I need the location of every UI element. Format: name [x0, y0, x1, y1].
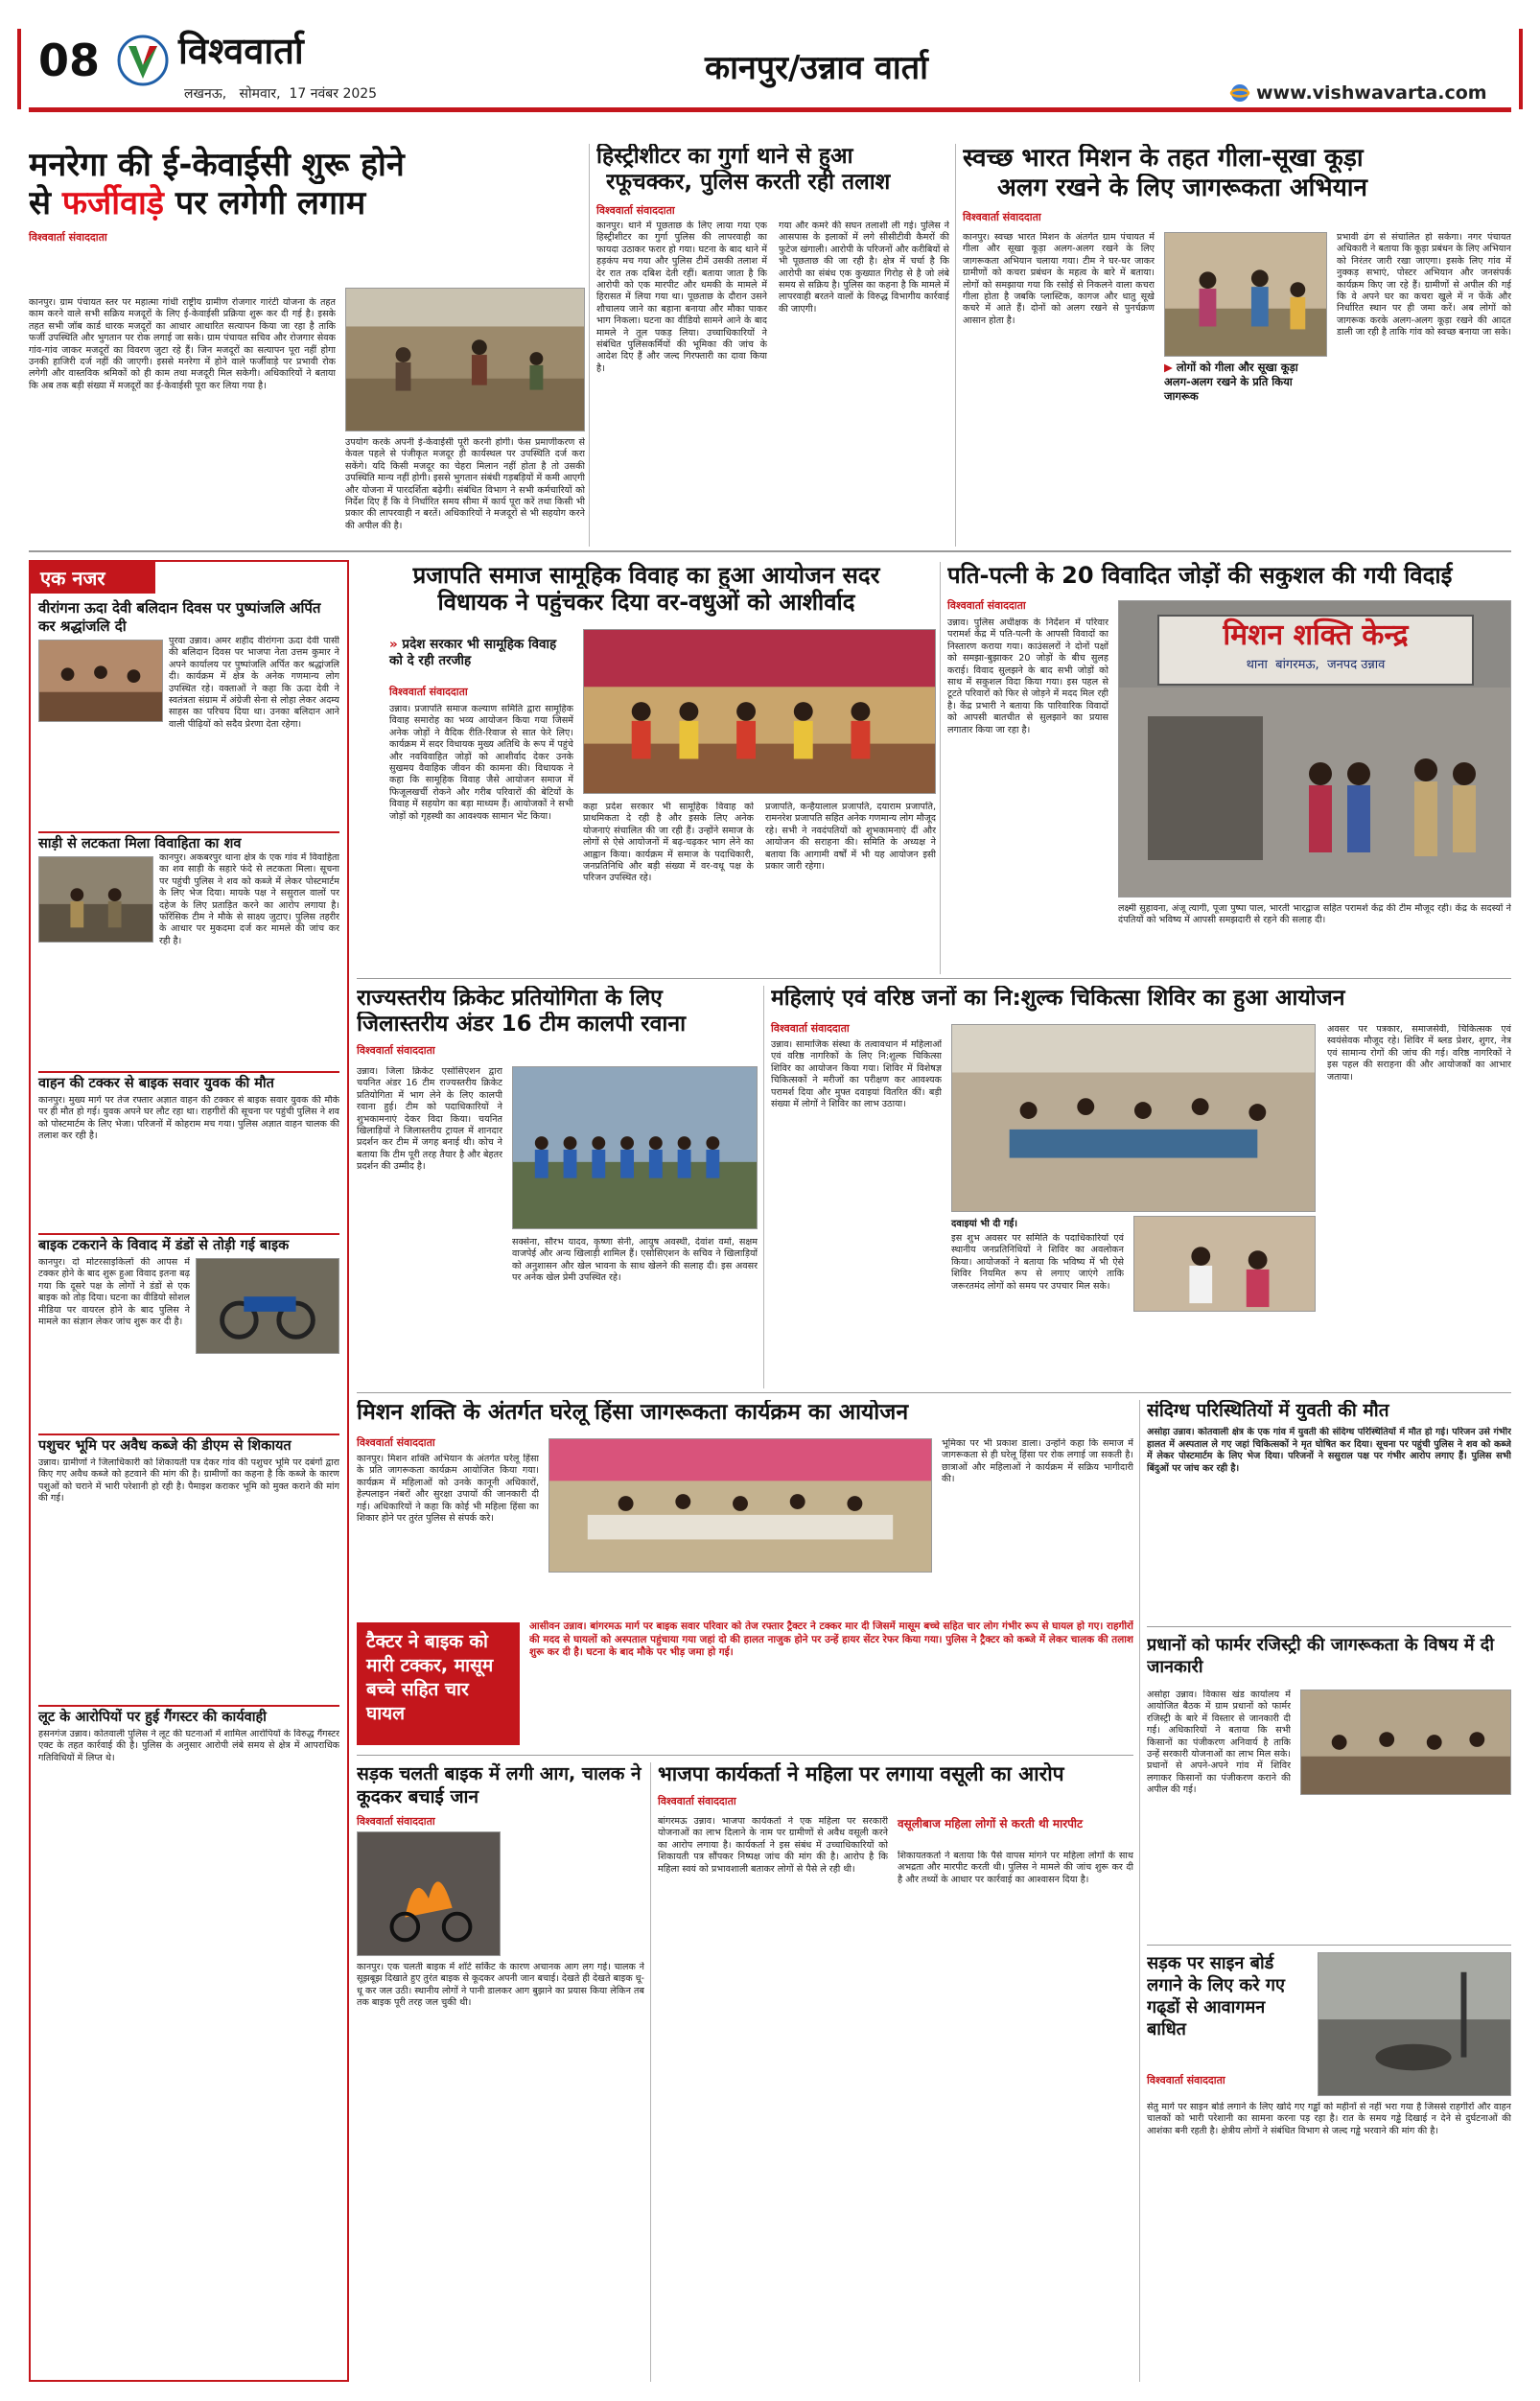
photo-tribute	[38, 640, 163, 722]
headline-line2: से फर्जीवाड़े पर लगेगी लगाम	[29, 184, 366, 223]
photo-wedding	[583, 629, 936, 794]
byline: विश्ववार्ता संवाददाता	[357, 1815, 435, 1828]
brief-headline: पशुचर भूमि पर अवैध कब्जे की डीएम से शिकायत	[38, 1434, 339, 1455]
brief-headline: साड़ी से लटकता मिला विवाहिता का शव	[38, 831, 339, 852]
headline: मिशन शक्ति के अंतर्गत घरेलू हिंसा जागरूकता कार्यक्रम का आयोजन	[357, 1400, 909, 1425]
photo-caption: दवाइयां भी दी गईं।	[951, 1219, 1018, 1229]
byline: विश्ववार्ता संवाददाता	[29, 231, 107, 245]
divider	[589, 144, 590, 547]
article-swachh-bharat	[963, 144, 1511, 547]
headline: संदिग्ध परिस्थितियों में युवती की मौत	[1147, 1400, 1389, 1421]
body-text-2: सक्सेना, सौरभ यादव, कृष्णा सेनी, आयुष अवस्थी, देवांश वर्मा, सक्षम वाजपेई और अन्य खिलाड़ी शामिल हैं। एसोसिएशन के सचिव ने खिलाड़ियों को अनुशासन और खेल भावना के साथ खेलने की सलाह दी। इस अवसर पर अनेक खेल प्रेमी उपस्थित रहे।	[512, 1237, 758, 1284]
website[interactable]: www.vishwavarta.com	[1256, 82, 1487, 104]
article-domestic-violence	[357, 1400, 1133, 1611]
byline: विश्ववार्ता संवाददाता	[389, 686, 468, 698]
divider	[763, 986, 764, 1388]
photo-caption: लक्ष्मी सुहावना, अंजू त्यागी, पूजा पुष्पा पाल, भारती भारद्वाज सहित परामर्श केंद्र की टीम मौजूद रही। केंद्र के सदस्यों ने दंपतियों को भविष्य में आपसी समझदारी से रहने की सलाह दी।	[1118, 903, 1511, 926]
section-rule	[29, 550, 1511, 552]
article-suspicious-death	[1147, 1400, 1511, 1622]
section-rule	[1147, 1626, 1511, 1627]
brief-text: कानपुर। मुख्य मार्ग पर तेज रफ्तार अज्ञात वाहन की टक्कर से बाइक सवार युवक की मौके पर ही मौत हो गई। युवक अपने घर लौट रहा था। राहगीरों की सूचना पर पहुंची पुलिस ने शव को पोस्टमार्टम के लिए भेजा। परिजनों में कोहराम मच गया। पुलिस अज्ञात वाहन चालक की तलाश कर रही है।	[38, 1095, 339, 1142]
byline: विश्ववार्ता संवाददाता	[1147, 2074, 1225, 2086]
brief-headline: वीरांगना ऊदा देवी बलिदान दिवस पर पुष्पांजलि अर्पित कर श्रद्धांजलि दी	[38, 599, 321, 635]
divider	[940, 562, 941, 974]
logo-icon	[117, 33, 169, 88]
photo-medical-camp	[951, 1024, 1316, 1212]
headline: महिलाएं एवं वरिष्ठ जनों का नि:शुल्क चिकित्सा शिविर का हुआ आयोजन	[771, 986, 1345, 1011]
headline: सड़क चलती बाइक में लगी आग, चालक ने कूदकर बचाई जान	[357, 1763, 642, 1807]
headline-line2: जिलास्तरीय अंडर 16 टीम कालपी रवाना	[357, 1012, 687, 1037]
article-mass-wedding	[357, 562, 936, 974]
section-title: कानपुर/उन्नाव वार्ता	[705, 49, 928, 87]
headline: सड़क पर साइन बोर्ड लगाने के लिए करे गए गढ्डों से आवागमन बाधित	[1147, 1953, 1285, 2040]
headline-line2: अलग रखने के लिए जागरूकता अभियान	[997, 173, 1367, 202]
dateline: लखनऊ, सोमवार, 17 नवंबर 2025	[184, 86, 378, 102]
article-extortion	[658, 1762, 1133, 2382]
masthead-rule	[29, 107, 1511, 112]
body-text-2: इस शुभ अवसर पर समिति के पदाधिकारियों एवं स्थानीय जनप्रतिनिधियों ने शिविर का अवलोकन किया। आयोजकों ने बताया कि भविष्य में भी ऐसे शिविर नियमित रूप से लगाए जाएंगे ताकि जरूरतमंद लोगों को समय पर उपचार मिल सके।	[951, 1233, 1124, 1292]
brief-column	[29, 560, 349, 2382]
newspaper-name: विश्ववार्ता	[178, 30, 304, 72]
photo-meeting	[1300, 1690, 1511, 1795]
article-counselling	[947, 562, 1511, 974]
brief-headline: वाहन की टक्कर से बाइक सवार युवक की मौत	[38, 1071, 339, 1092]
body-text-2: प्रभावी ढंग से संचालित हो सकेगा। नगर पंचायत अधिकारी ने बताया कि कूड़ा प्रबंधन के लिए अभियान को निरंतर जारी रखा जाएगा। इसके लिए गांव में नुक्कड़ सभाएं, पोस्टर अभियान और जनसंपर्क कार्यक्रम किए जा रहे हैं। ग्रामीणों से अपील की गई कि वे अपने घर का कचरा खुले में न फेंकें और निर्धारित स्थान पर ही जमा करें। अब लोगों को जागरूक करके अलग-अलग कूड़ा रखने की आदत डाली जा रही है ताकि गांव को स्वच्छ बनाया जा सके।	[1337, 232, 1511, 338]
section-rule	[357, 1755, 1133, 1756]
article-mnrega	[29, 146, 585, 548]
photo-road-pothole	[1318, 1952, 1511, 2096]
body-text-3: अवसर पर पत्रकार, समाजसेवी, चिकित्सक एवं स्वयंसेवक मौजूद रहे। शिविर में ब्लड प्रेशर, शुगर, नेत्र एवं सामान्य रोगों की जांच की गई। वरिष्ठ नागरिकों ने इस पहल की सराहना की और आयोजकों का आभार जताया।	[1327, 1024, 1511, 1083]
brief-item	[38, 1071, 339, 1225]
page-edge-line	[17, 29, 21, 109]
divider	[955, 144, 956, 547]
globe-icon	[1229, 82, 1250, 104]
photo-cricket-team	[512, 1066, 758, 1229]
headline: भाजपा कार्यकर्ता ने महिला पर लगाया वसूली का आरोप	[658, 1762, 1064, 1785]
body-text: सेतु मार्ग पर साइन बोर्ड लगाने के लिए खोदे गए गड्ढों को महीनों से नहीं भरा गया है जिससे राहगीरों और वाहन चालकों को भारी परेशानी का सामना करना पड़ रहा है। रात के समय गड्ढे दिखाई न देने से दुर्घटनाओं की आशंका बनी रहती है। क्षेत्रीय लोगों ने संबंधित विभाग से जल्द गड्ढे भरवाने की मांग की है।	[1147, 2102, 1511, 2136]
section-rule	[1147, 1945, 1511, 1946]
byline: विश्ववार्ता संवाददाता	[357, 1436, 435, 1450]
page-number: 08	[38, 35, 101, 86]
brief-text: हसनगंज उन्नाव। कोतवाली पुलिस ने लूट की घटनाओं में शामिल आरोपियों के विरुद्ध गैंगस्टर एक्ट के तहत कार्रवाई की है। पुलिस के अनुसार आरोपी लंबे समय से क्षेत्र में आपराधिक गतिविधियों में लिप्त थे।	[38, 1729, 339, 1763]
body-text: बांगरमऊ उन्नाव। भाजपा कार्यकर्ता ने एक महिला पर सरकारी योजनाओं का लाभ दिलाने के नाम पर ग्रामीणों से अवैध वसूली करने का आरोप लगाया है। कार्यकर्ता ने इस संबंध में उच्चाधिकारियों को शिकायती पत्र सौंपकर निष्पक्ष जांच की मांग की है। आरोप है कि महिला स्वयं को प्रभावशाली बताकर लोगों से पैसे ले रही थी।	[658, 1816, 888, 1875]
body-text: असोहा उन्नाव। विकास खंड कार्यालय में आयोजित बैठक में ग्राम प्रधानों को फार्मर रजिस्ट्री के बारे में विस्तार से जानकारी दी गई। अधिकारियों ने बताया कि सभी किसानों का पंजीकरण अनिवार्य है ताकि उन्हें सरकारी योजनाओं का लाभ मिल सके। प्रधानों से अपने-अपने गांव में शिविर लगाकर किसानों का पंजीकरण कराने की अपील की गई।	[1147, 1690, 1291, 1796]
body-text-2: भूमिका पर भी प्रकाश डाला। उन्होंने कहा कि समाज में जागरूकता से ही घरेलू हिंसा पर रोक लगाई जा सकती है। छात्राओं और महिलाओं ने कार्यक्रम में सक्रिय भागीदारी की।	[942, 1438, 1133, 1485]
brief-text: पुरवा उन्नाव। अमर शहीद वीरांगना ऊदा देवी पासी की बलिदान दिवस पर भाजपा नेता उत्तम कुमार ने अपने कार्यालय पर पुष्पांजलि अर्पित कर श्रद्धांजलि दी। कार्यक्रम में क्षेत्र के अनेक गणमान्य लोग उपस्थित रहे। वक्ताओं ने कहा कि ऊदा देवी ने स्वतंत्रता संग्राम में अंग्रेजी सेना से लोहा लेकर अदम्य साहस का परिचय दिया था। उनका बलिदान आने वाली पीढ़ियों को सदैव प्रेरणा देता रहेगा।	[169, 636, 339, 730]
body-text: असोहा उन्नाव। कोतवाली क्षेत्र के एक गांव में युवती की संदिग्ध परिस्थितियों में मौत हो गई। परिजन उसे गंभीर हालत में अस्पताल ले गए जहां चिकित्सकों ने मृत घोषित कर दिया। सूचना पर पहुंची पुलिस ने शव को कब्जे में लेकर पोस्टमार्टम के लिए भेज दिया। परिजनों ने ससुराल पक्ष पर गंभीर आरोप लगाए हैं। पुलिस सभी बिंदुओं पर जांच कर रही है।	[1147, 1427, 1511, 1474]
body-text-2: शिकायतकर्ता ने बताया कि पैसे वापस मांगने पर महिला लोगों के साथ अभद्रता और मारपीट करती थी। पुलिस ने मामले की जांच शुरू कर दी है और तथ्यों के आधार पर कार्रवाई का आश्वासन दिया है।	[898, 1851, 1133, 1885]
body-text: कानपुर। थाने में पूछताछ के लिए लाया गया एक हिस्ट्रीशीटर का गुर्गा पुलिस की लापरवाही का फायदा उठाकर फरार हो गया। घटना के बाद थाने में हड़कंप मच गया और पुलिस टीमें उसकी तलाश में देर रात तक दबिश देती रहीं। बताया जाता है कि आरोपी को एक मारपीट और धमकी के मामले में हिरासत में लिया गया था। पूछताछ के दौरान उसने शौचालय जाने का बहाना बनाया और मौका पाकर भाग निकला। घटना का वीडियो सामने आने के बाद मामले ने तूल पकड़ लिया। उच्चाधिकारियों ने संबंधित पुलिसकर्मियों की भूमिका की जांच के आदेश दिए हैं और जल्द गिरफ्तारी का दावा किया है।	[596, 221, 767, 374]
brief-text: कानपुर। अकबरपुर थाना क्षेत्र के एक गांव में विवाहिता का शव साड़ी के सहारे फंदे से लटकता मिला। सूचना पर पहुंची पुलिस ने शव को कब्जे में लेकर पोस्टमार्टम के लिए भेज दिया। मायके पक्ष ने ससुराल वालों पर दहेज के लिए प्रताड़ित करने का आरोप लगाया है। फॉरेंसिक टीम ने मौके से साक्ष्य जुटाए। पुलिस तहरीर के आधार पर मुकदमा दर्ज कर मामले की जांच कर रही है।	[159, 852, 339, 946]
brief-item	[38, 1705, 339, 1873]
photo-caption: ▶ लोगों को गीला और सूखा कूड़ा अलग-अलग रखने के प्रति किया जागरूक	[1164, 361, 1298, 403]
photo-mission-shakti-centre	[1118, 600, 1511, 897]
divider	[650, 1762, 651, 2382]
body-text: कानपुर। स्वच्छ भारत मिशन के अंतर्गत ग्राम पंचायत में गीला और सूखा कूड़ा अलग-अलग रखने के लिए जागरूकता अभियान चलाया गया। टीम ने घर-घर जाकर ग्रामीणों को कचरा प्रबंधन के महत्व के बारे में बताया। लोगों को समझाया गया कि रसोई से निकलने वाला कचरा गीला होता है जबकि प्लास्टिक, कागज और धातु सूखे कचरे में आते हैं। दोनों को अलग रखने से पुनर्चक्रण आसान होता है।	[963, 232, 1155, 326]
body-text: कानपुर। एक चलती बाइक में शॉर्ट सर्किट के कारण अचानक आग लग गई। चालक ने सूझबूझ दिखाते हुए तुरंत बाइक से कूदकर अपनी जान बचाई। देखते ही देखते बाइक धू-धू कर जल उठी। स्थानीय लोगों ने पानी डालकर आग बुझाने का प्रयास किया लेकिन तब तक बाइक पूरी तरह जल चुकी थी।	[357, 1962, 644, 2009]
byline: विश्ववार्ता संवाददाता	[771, 1022, 850, 1036]
divider	[1139, 1400, 1140, 2382]
byline: विश्ववार्ता संवाददाता	[658, 1794, 736, 1807]
photo-doctor	[1133, 1216, 1316, 1312]
photo-awareness	[1164, 232, 1327, 357]
body-text: उन्नाव। सामाजिक संस्था के तत्वावधान में महिलाओं एवं वरिष्ठ नागरिकों के लिए नि:शुल्क चिकित्सा शिविर का आयोजन किया गया। शिविर में विशेषज्ञ चिकित्सकों ने मरीजों का परीक्षण कर आवश्यक परामर्श दिया और मुफ्त दवाइयां वितरित कीं। बड़ी संख्या में लोगों ने शिविर का लाभ उठाया।	[771, 1039, 942, 1110]
body-text: कानपुर। मिशन शक्ति अभियान के अंतर्गत घरेलू हिंसा के प्रति जागरूकता कार्यक्रम आयोजित किया गया। कार्यक्रम में महिलाओं को उनके कानूनी अधिकारों, हेल्पलाइन नंबरों और सुरक्षा उपायों की जानकारी दी गई। अधिकारियों ने कहा कि कोई भी महिला हिंसा का शिकार होने पर तुरंत पुलिस से संपर्क करे।	[357, 1454, 539, 1525]
brief-item	[38, 1233, 339, 1426]
headline-box: टैक्टर ने बाइक को मारी टक्कर, मासूम बच्चे सहित चार घायल	[357, 1622, 520, 1745]
headline: प्रधानों को फार्मर रजिस्ट्री की जागरूकता के विषय में दी जानकारी	[1147, 1635, 1494, 1677]
article-farmer-registry	[1147, 1634, 1511, 1941]
article-cricket	[357, 986, 758, 1388]
headline: स्वच्छ भारत मिशन के तहत गीला-सूखा कूड़ा	[963, 144, 1364, 173]
photo-field-workers	[345, 288, 585, 431]
article-bike-fire	[357, 1762, 644, 2382]
headline: राज्यस्तरीय क्रिकेट प्रतियोगिता के लिए	[357, 986, 663, 1011]
article-medical-camp	[771, 986, 1511, 1388]
photo-police-scene	[38, 856, 153, 943]
headline-line2: विधायक ने पहुंचकर दिया वर-वधुओं को आशीर्वाद	[437, 589, 855, 617]
pull-quote: » प्रदेश सरकार भी सामूहिक विवाह को दे रही तरजीह	[389, 637, 557, 668]
body-text: उन्नाव। जिला क्रिकेट एसोसिएशन द्वारा चयनित अंडर 16 टीम राज्यस्तरीय क्रिकेट प्रतियोगिता में भाग लेने के लिए कालपी रवाना हुई। टीम को पदाधिकारियों ने शुभकामनाएं देकर विदा किया। चयनित खिलाड़ियों ने जिलास्तरीय ट्रायल में शानदार प्रदर्शन कर टीम में जगह बनाई थी। कोच ने बताया कि टीम पूरी तरह तैयार है और बेहतर प्रदर्शन की उम्मीद है।	[357, 1066, 502, 1173]
centre-sign: मिशन शक्ति केन्द्र थाना बांगरमऊ, जनपद उन्नाव	[1157, 615, 1474, 686]
brief-title: एक नजर	[31, 562, 155, 594]
byline: विश्ववार्ता संवाददाता	[357, 1044, 435, 1058]
headline-line2: रफूचक्कर, पुलिस करती रही तलाश	[606, 170, 891, 196]
body-text-3: प्रजापति, कन्हैयालाल प्रजापति, दयाराम प्रजापति, रामनरेश प्रजापति सहित अनेक गणमान्य लोग मौजूद रहे। सभी ने नवदंपतियों को शुभकामनाएं दीं और आयोजन की सराहना की। समिति के अध्यक्ष ने बताया कि आगामी वर्षों में भी यह आयोजन इसी प्रकार जारी रहेगा।	[765, 802, 936, 873]
brief-item	[38, 831, 339, 1063]
photo-burning-bike	[357, 1831, 501, 1956]
brief-text: कानपुर। दो मोटरसाइकिलों की आपस में टक्कर होने के बाद शुरू हुआ विवाद इतना बढ़ गया कि दूसरे पक्ष के लोगों ने डंडों से एक बाइक को तोड़ दिया। घटना का वीडियो सोशल मीडिया पर वायरल होने के बाद पुलिस ने मामले का संज्ञान लेकर जांच शुरू कर दी है।	[38, 1257, 190, 1328]
page-edge-line-right	[1519, 29, 1523, 109]
byline: विश्ववार्ता संवाददाता	[947, 599, 1026, 613]
article-tractor-accident	[357, 1617, 1133, 1751]
body-text: उन्नाव। प्रजापति समाज कल्याण समिति द्वारा सामूहिक विवाह समारोह का भव्य आयोजन किया गया जिसमें अनेक जोड़ों ने वैदिक रीति-रिवाज से सात फेरे लिए। कार्यक्रम में सदर विधायक मुख्य अतिथि के रूप में पहुंचे और नवविवाहित जोड़ों को आशीर्वाद देकर उनके सुखमय वैवाहिक जीवन की कामना की। विधायक ने कहा कि सामूहिक विवाह जैसे आयोजन समाज में फिजूलखर्ची रोकने और गरीब परिवारों की बेटियों के विवाह में सहयोग का बड़ा माध्यम हैं। आयोजकों ने सभी जोड़ों को गृहस्थी का आवश्यक सामान भेंट किया।	[389, 704, 573, 822]
article-historysheeter	[596, 144, 951, 547]
byline: विश्ववार्ता संवाददाता	[596, 204, 675, 218]
headline: पति-पत्नी के 20 विवादित जोड़ों की सकुशल की गयी विदाई	[947, 562, 1453, 589]
brief-headline: बाइक टकराने के विवाद में डंडों से तोड़ी गई बाइक	[38, 1233, 339, 1254]
headline: मनरेगा की ई-केवाईसी शुरू होने	[29, 146, 405, 184]
body-text: आसीवन उन्नाव। बांगरमऊ मार्ग पर बाइक सवार परिवार को तेज रफ्तार ट्रैक्टर ने टक्कर मार दी जिसमें मासूम बच्चे सहित चार लोग गंभीर रूप से घायल हो गए। राहगीरों की मदद से घायलों को अस्पताल पहुंचाया गया जहां दो की हालत नाजुक होने पर उन्हें हायर सेंटर रेफर किया गया। पुलिस ने ट्रैक्टर को कब्जे में लेकर चालक की तलाश शुरू कर दी है। घटना के बाद मौके पर भीड़ जमा हो गई।	[529, 1620, 1133, 1659]
subheading: वसूलीबाज महिला लोगों से करती थी मारपीट	[898, 1817, 1084, 1830]
brief-item	[38, 1434, 339, 1697]
body-text: उन्नाव। पुलिस अधीक्षक के निर्देशन में परिवार परामर्श केंद्र में पति-पत्नी के आपसी विवादों का निस्तारण कराया गया। काउंसलरों ने दोनों पक्षों को समझा-बुझाकर 20 जोड़ों के बीच सुलह कराई। विवाद सुलझने के बाद सभी जोड़ों को साथ में सकुशल विदा किया गया। इस पहल से टूटते परिवारों को फिर से जोड़ने में मदद मिल रही है। केंद्र प्रभारी ने बताया कि पारिवारिक विवादों को आपसी बातचीत से सुलझाने का प्रयास लगातार किया जा रहा है।	[947, 618, 1108, 735]
body-text-2: गया और कमरे की सघन तलाशी ली गई। पुलिस ने आसपास के इलाकों में लगे सीसीटीवी कैमरों की फुटेज खंगाली। आरोपी के परिजनों और करीबियों से भी पूछताछ की जा रही है। क्षेत्र में चर्चा है कि आरोपी का संबंध एक कुख्यात गिरोह से है जो लंबे समय से सक्रिय है। पुलिस का कहना है कि मामले में लापरवाही बरतने वालों के विरुद्ध विभागीय कार्रवाई की जाएगी।	[779, 221, 949, 315]
brief-item	[38, 599, 339, 824]
headline: हिस्ट्रीशीटर का गुर्गा थाने से हुआ	[596, 144, 853, 169]
headline: प्रजापति समाज सामूहिक विवाह का हुआ आयोजन सदर	[412, 562, 880, 589]
photo-awareness-event	[548, 1438, 932, 1573]
body-text-2: उपयोग करके अपनी ई-केवाईसी पूरी करनी होगी। फेस प्रमाणीकरण से केवल पहले से पंजीकृत मजदूर ही कार्यस्थल पर उपस्थिति दर्ज करा सकेंगे। यदि किसी मजदूर का चेहरा मिलान नहीं होता है तो उसकी उपस्थिति मान्य नहीं होगी। इससे भुगतान संबंधी गड़बड़ियों में कमी आएगी और योजना में पारदर्शिता बढ़ेगी। संबंधित विभाग ने सभी कर्मचारियों को निर्देश दिए हैं कि वे निर्धारित समय सीमा में कार्य पूरा करें तथा किसी भी प्रकार की लापरवाही न बरतें। अधिकारियों ने मजदूरों से भी सहयोग करने की अपील की है।	[345, 437, 585, 531]
photo-broken-bike	[196, 1258, 339, 1354]
section-rule	[357, 978, 1511, 979]
masthead	[0, 0, 1540, 113]
brief-text: उन्नाव। ग्रामीणों ने जिलाधिकारी को शिकायती पत्र देकर गांव की पशुचर भूमि पर दबंगों द्वारा किए गए अवैध कब्जे को हटवाने की मांग की है। ग्रामीणों का कहना है कि कब्जे के कारण पशुओं को चराने में भारी परेशानी हो रही है। पैमाइश कराकर भूमि को मुक्त कराने की मांग की गई।	[38, 1457, 339, 1504]
body-text-2: कहा प्रदेश सरकार भी सामूहिक विवाह को प्राथमिकता दे रही है और इसके लिए अनेक योजनाएं संचालित की जा रही हैं। उन्होंने समाज के लोगों से ऐसे आयोजनों में बढ़-चढ़कर भाग लेने का आह्वान किया। कार्यक्रम में समाज के पदाधिकारी, जनप्रतिनिधि और बड़ी संख्या में वर-वधू पक्ष के परिजन उपस्थित रहे।	[583, 802, 754, 884]
body-text: कानपुर। ग्राम पंचायत स्तर पर महात्मा गांधी राष्ट्रीय ग्रामीण रोजगार गारंटी योजना के तहत काम करने वाले सभी सक्रिय मजदूरों के लिए ई-केवाईसी प्रक्रिया शुरू कर दी गई है। इसके तहत सभी जॉब कार्ड धारक मजदूरों का आधार आधारित सत्यापन किया जा रहा है ताकि फर्जी उपस्थिति और भुगतान पर रोक लगाई जा सके। ग्राम पंचायत सचिव और रोजगार सेवक गांव-गांव जाकर मजदूरों का विवरण जुटा रहे हैं। जिन मजदूरों का सत्यापन पूरा नहीं होगा उनकी हाजिरी दर्ज नहीं की जाएगी। इससे मनरेगा में होने वाले फर्जीवाड़े पर प्रभावी रोक लगेगी और वास्तविक श्रमिकों को ही काम तथा मजदूरी मिल सकेगी। अधिकारियों ने बताया कि अब तक बड़ी संख्या में मजदूरों का ई-केवाईसी पूरा कर लिया गया है।	[29, 297, 336, 391]
article-potholes	[1147, 1952, 1511, 2382]
section-rule	[357, 1392, 1511, 1393]
byline: विश्ववार्ता संवाददाता	[963, 211, 1041, 224]
brief-headline: लूट के आरोपियों पर हुई गैंगस्टर की कार्यवाही	[38, 1705, 339, 1726]
